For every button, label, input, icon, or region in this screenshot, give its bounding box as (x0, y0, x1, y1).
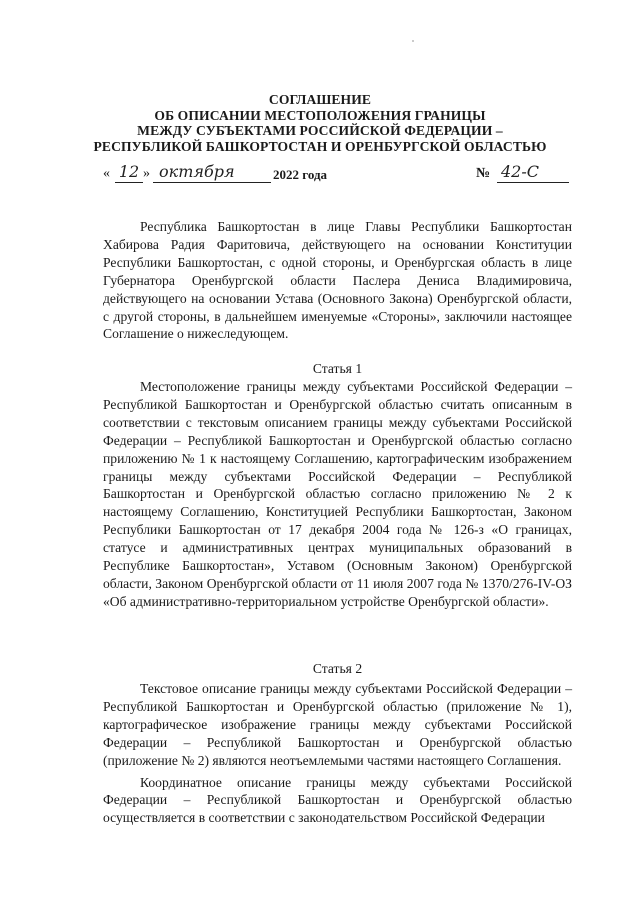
number-underline (497, 182, 569, 183)
preamble-paragraph: Республика Башкортостан в лице Главы Республики Башкортостан Хабирова Радия Фаритовича, действующего на основании Конституции Республики Башкортостан, с одной стороны, и Оренбургская область в лице Губернатора Оренбургской области Паслера Дениса Владимировича, действующего на основании Устава (Основного Закона) Оренбургской области, с другой стороны, в дальнейшем именуемые «Стороны», заключили настоящее Соглашение о нижеследующем. (103, 219, 572, 342)
date-day-handwritten: 12 (118, 162, 140, 181)
day-underline (115, 182, 143, 183)
article-1-heading: Статья 1 (312, 361, 363, 376)
article-2-heading: Статья 2 (312, 661, 363, 676)
date-month-handwritten: октября (159, 162, 235, 181)
date-close-quote: » (143, 166, 150, 181)
title-line: СОГЛАШЕНИЕ (268, 92, 372, 107)
number-label: № (476, 166, 491, 181)
article-1-paragraph: Местоположение границы между субъектами Российской Федерации – Республикой Башкортостан и Оренбургской областью считать описанным в соответствии с текстовым описанием границы между субъектами Российской Федерации – Республикой Башкортостан и Оренбургской областью согласно приложению № 1 к настоящему Соглашению, картографическим изображением границы между субъектами Российской Федерации – Республикой Башкортостан и Оренбургской областью согласно приложению № 2 к настоящему Соглашению, Конституцией Республики Башкортостан, Законом Республики Башкортостан от 17 декабря 2004 года № 126-з «О границах, статусе и административных центрах муниципальных образований в Республике Башкортостан», Уставом (Основным Законом) Оренбургской области, Законом Оренбургской области от 11 июля 2007 года № 1370/276-IV-ОЗ «Об административно-территориальном устройстве Оренбургской области». (103, 379, 572, 609)
title-line: МЕЖДУ СУБЪЕКТАМИ РОССИЙСКОЙ ФЕДЕРАЦИИ – (137, 123, 503, 138)
document-title (60, 92, 580, 154)
document-number-handwritten: 42-С (501, 162, 540, 181)
date-open-quote: « (103, 166, 110, 181)
preamble (103, 218, 572, 343)
title-line: ОБ ОПИСАНИИ МЕСТОПОЛОЖЕНИЯ ГРАНИЦЫ (154, 107, 486, 123)
article-1-body (103, 378, 572, 611)
date-number-line (103, 164, 572, 186)
scan-speck (412, 40, 414, 42)
date-year: 2022 года (273, 167, 328, 182)
article-2-paragraph-2: Координатное описание границы между субъектами Российской Федерации – Республикой Башкортостан и Оренбургской областью осуществляется в соответствии с законодательством Российской Федерации (103, 774, 572, 826)
month-underline (153, 182, 271, 183)
title-line: РЕСПУБЛИКОЙ БАШКОРТОСТАН И ОРЕНБУРГСКОЙ ОБЛАСТЬЮ (93, 138, 547, 154)
article-2-body (103, 680, 572, 827)
article-2-paragraph-1: Текстовое описание границы между субъектами Российской Федерации – Республикой Башкортостан и Оренбургской областью (приложение № 1), картографическое изображение границы между субъектами Российской Федерации – Республикой Башкортостан и Оренбургской областью (приложение № 2) являются неотъемлемыми частями настоящего Соглашения. (103, 681, 572, 768)
